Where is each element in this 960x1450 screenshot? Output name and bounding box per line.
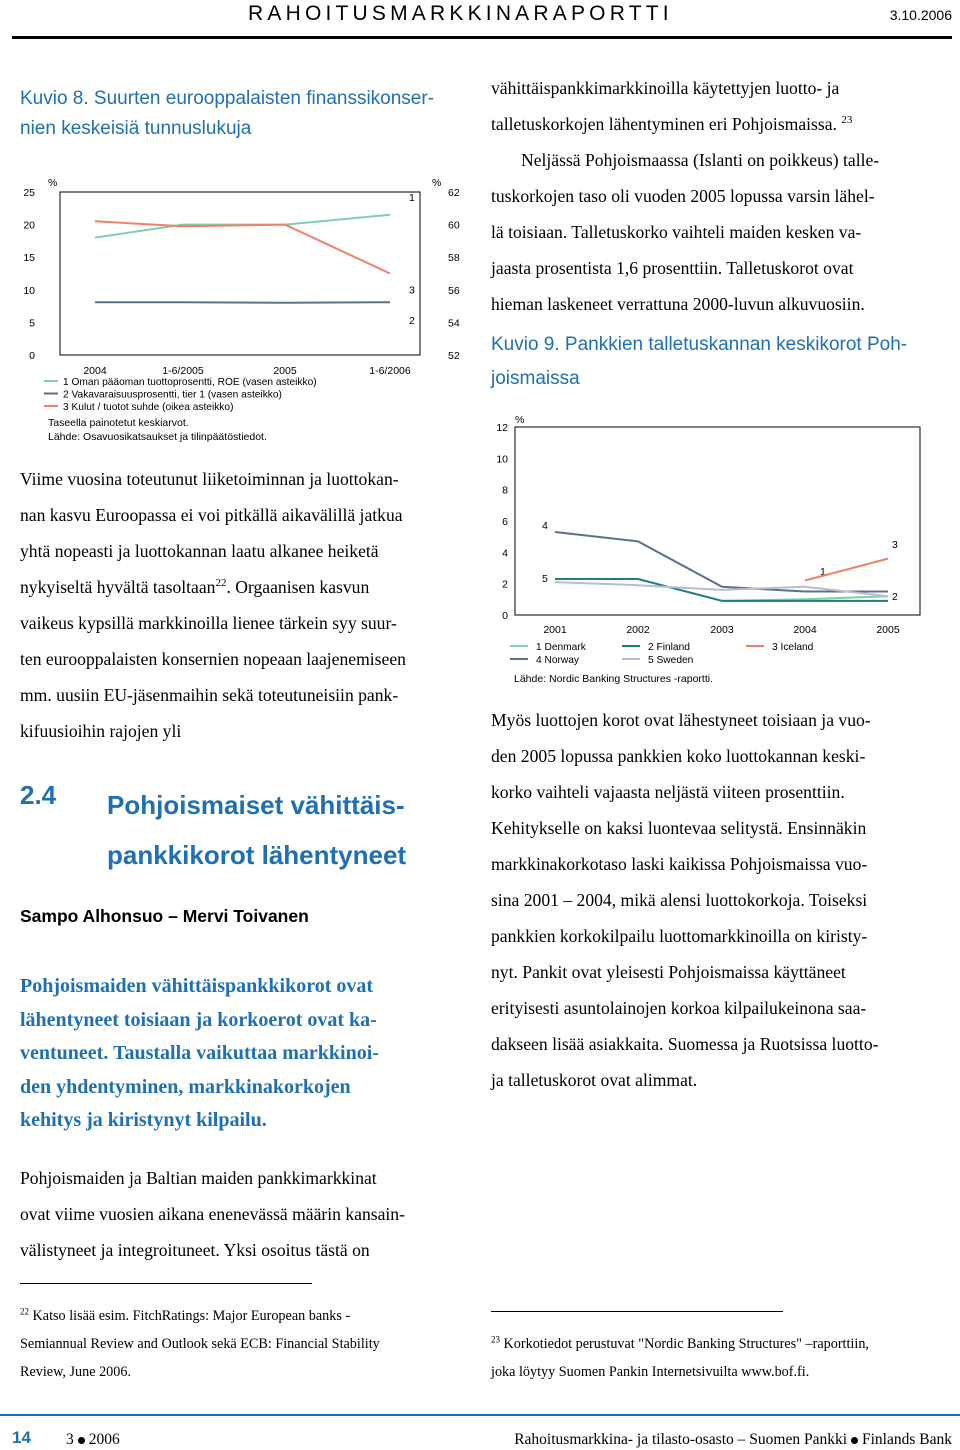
footnote-marker: 22 [20,1306,29,1317]
text-line [20,569,480,605]
x-axis-category: 1-6/2005 [162,365,204,377]
y-axis-tick: 2 [502,578,508,591]
section-number: 2.4 [20,780,57,810]
issue-info [66,1431,120,1449]
x-axis-category: 2002 [626,624,650,636]
y-axis-tick: 8 [502,484,508,497]
text-line: hieman laskeneet verrattuna 2000-luvun alkuvuosiin. [491,294,865,314]
publisher [514,1431,952,1449]
x-axis-category: 2003 [710,624,734,636]
text-line: ovat viime vuosien aikana enenevässä määrin kansain- [20,1204,405,1224]
right-paragraph-3 [491,702,951,1098]
series-marker-label: 3 [409,284,415,297]
footnote-marker: 23 [491,1334,500,1345]
footnote-rule [20,1283,312,1284]
legend-entry: 5 Sweden [648,655,694,666]
x-axis-category: 2001 [543,624,567,636]
footnote-text: Korkotiedot perustuvat "Nordic Banking Structures" –raporttiin, [500,1336,869,1352]
lead-line: kehitys ja kiristynyt kilpailu. [20,1109,267,1131]
figure-8-chart [0,165,480,455]
y-axis-tick: 12 [496,422,508,434]
lead-line: ventuneet. Taustalla vaikuttaa markkinoi- [20,1042,379,1064]
figure-9-source: Lähde: Nordic Banking Structures -raportti. [514,673,714,685]
left-axis-tick: 0 [29,350,35,362]
figure-8-title [20,84,470,144]
series-line [555,582,888,596]
right-axis-tick: 58 [448,252,460,265]
unit-label: % [515,414,525,426]
running-header-title: RAHOITUSMARKKINARAPORTTI [248,2,673,25]
y-axis-tick: 0 [502,610,508,622]
text-fragment: . Orgaanisen kasvun [226,577,370,597]
series-line [95,302,390,303]
footnote-ref-22[interactable]: 22 [215,577,227,590]
right-axis-tick: 54 [448,317,460,330]
footer-rule [0,1414,960,1416]
figure-8-source: Lähde: Osavuosikatsaukset ja tilinpäätöstiedot. [48,431,267,443]
page-number: 14 [12,1428,31,1447]
left-axis-tick: 5 [29,317,35,330]
footnote-line: joka löytyy Suomen Pankin Internetsivuilta www.bof.fi. [491,1364,810,1380]
issue-number: 3 [66,1431,74,1448]
plot-frame [515,427,920,615]
right-axis-tick: 52 [448,350,460,362]
text-line: den 2005 lopussa pankkien koko luottokannan keski- [491,746,866,766]
footnote-22 [20,1302,480,1386]
section-title-line: pankkikorot lähentyneet [107,840,407,870]
text-line: sina 2001 – 2004, mikä alensi luottokorkoja. Toiseksi [491,890,868,910]
legend-entry: 3 Iceland [772,642,814,653]
footnote-text: Katso lisää esim. FitchRatings: Major European banks - [29,1308,351,1324]
text-line: Neljässä Pohjoismaassa (Islanti on poikkeus) talle- [521,150,880,170]
text-line: vähittäispankkimarkkinoilla käytettyjen luotto- ja [491,78,840,98]
text-line: erityisesti asuntolainojen korkoa kilpailukeinona saa- [491,998,867,1018]
text-line: dakseen lisää asiakkaita. Suomessa ja Ruotsissa luotto- [491,1034,879,1054]
text-line: tuskorkojen taso oli vuoden 2005 lopussa varsin lähel- [491,186,875,206]
text-line: välistyneet ja integroituneet. Yksi osoitus tästä on [20,1240,370,1260]
text-line [491,106,951,142]
text-line: ten eurooppalaisten konsernien nopeaan laajenemiseen [20,649,406,669]
publisher-text-2: Finlands Bank [862,1431,952,1448]
lead-line: Pohjoismaiden vähittäispankkikorot ovat [20,975,374,997]
text-fragment: talletuskorkojen lähentyminen eri Pohjoismaissa. [491,114,837,134]
series-marker-label: 2 [409,315,415,328]
running-header-date: 3.10.2006 [889,7,952,23]
legend-entry: 2 Finland [648,642,690,653]
footnote-rule [491,1311,783,1312]
left-paragraph-2 [20,1160,480,1268]
series-marker-label: 2 [892,591,898,603]
text-line: Pohjoismaiden ja Baltian maiden pankkimarkkinat [20,1168,377,1188]
series-marker-label: 1 [409,191,415,204]
text-line: Viime vuosina toteutunut liiketoiminnan ja luottokan- [20,469,399,489]
left-axis-tick: 20 [23,219,35,232]
bullet-icon [851,1437,858,1444]
footnote-line [20,1302,480,1330]
left-axis-tick: 15 [23,252,35,265]
x-axis-category: 1-6/2006 [369,365,411,377]
left-axis-tick: 25 [23,187,35,199]
y-axis-tick: 10 [496,453,508,466]
text-line: lä toisiaan. Talletuskorko vaihteli maiden kesken va- [491,222,862,242]
footnote-23 [491,1330,956,1386]
bullet-icon [78,1437,85,1444]
text-line: vaikeus kypsillä markkinoilla lienee tärkein syy suur- [20,613,397,633]
x-axis-category: 2004 [793,624,817,636]
right-axis-tick: 62 [448,187,460,199]
text-line: nyt. Pankit ovat yleisesti Pohjoismaissa käyttäneet [491,962,846,982]
text-line: ja talletuskorot ovat alimmat. [491,1070,698,1090]
text-line: Kehitykselle on kaksi luontevaa selitystä. Ensinnäkin [491,818,867,838]
section-title [107,780,447,880]
header-rule [12,36,952,39]
text-line: nan kasvu Euroopassa ei voi pitkällä aikavälillä jatkua [20,505,403,525]
legend-entry: 2 Vakavaraisuusprosentti, tier 1 (vasen asteikko) [63,389,282,401]
legend-entry: 4 Norway [536,655,580,666]
section-title-line: Pohjoismaiset vähittäis- [107,790,405,820]
left-unit-label: % [48,177,58,189]
x-axis-category: 2005 [273,365,297,377]
footnote-line [491,1330,956,1358]
legend-entry: 3 Kulut / tuotot suhde (oikea asteikko) [63,402,234,413]
text-line: markkinakorkotaso laski kaikissa Pohjoismaissa vuo- [491,854,868,874]
text-line: kifuusioihin rajojen yli [20,721,182,741]
figure-8-note: Taseella painotetut keskiarvot. [48,417,189,429]
right-axis-tick: 56 [448,284,460,297]
figure-8-title-line: Kuvio 8. Suurten eurooppalaisten finanssikonser- [20,88,435,109]
lead-line: lähentyneet toisiaan ja korkoerot ovat ka- [20,1008,377,1031]
text-fragment: nykyiseltä hyvältä tasoltaan [20,577,216,597]
left-axis-tick: 10 [23,284,35,297]
series-marker-label: 1 [820,566,826,578]
text-line: yhtä nopeasti ja luottokannan laatu alkanee heiketä [20,541,379,561]
text-line: korko vaihteli vajaasta neljästä viiteen prosenttiin. [491,782,845,802]
left-paragraph-1 [20,461,480,749]
publisher-text: Rahoitusmarkkina- ja tilasto-osasto – Suomen Pankki [514,1431,847,1448]
legend-entry: 1 Denmark [536,642,586,653]
y-axis-tick: 4 [502,547,508,560]
right-paragraph-2 [491,142,951,322]
series-line [95,221,390,273]
figure-9-title-line: joismaissa [491,368,580,389]
x-axis-category: 2005 [876,624,900,636]
issue-year: 2006 [88,1431,120,1448]
series-line [805,559,888,581]
figure-9-title [491,328,951,396]
authors: Sampo Alhonsuo – Mervi Toivanen [20,906,309,926]
series-marker-label: 4 [542,520,548,532]
x-axis-category: 2004 [83,365,107,377]
text-line: mm. uusiin EU-jäsenmaihin sekä toteutuneisiin pank- [20,685,399,705]
footnote-ref-23[interactable]: 23 [841,114,853,127]
footnote-line: Review, June 2006. [20,1364,131,1380]
figure-9-chart [480,405,950,695]
series-marker-label: 3 [892,539,898,551]
figure-9-title-line: Kuvio 9. Pankkien talletuskannan keskikorot Poh- [491,334,908,355]
text-line: Myös luottojen korot ovat lähestyneet toisiaan ja vuo- [491,710,871,730]
right-paragraph-1 [491,70,951,142]
figure-8-title-line: nien keskeisiä tunnuslukuja [20,118,252,139]
lead-line: den yhdentyminen, markkinakorkojen [20,1075,351,1098]
footnote-line: Semiannual Review and Outlook sekä ECB: Financial Stability [20,1336,380,1352]
right-unit-label: % [432,177,442,189]
text-line: jaasta prosentista 1,6 prosenttiin. Talletuskorot ovat [491,258,854,278]
legend-entry: 1 Oman pääoman tuottoprosentti, ROE (vasen asteikko) [63,377,317,388]
series-line [555,532,888,592]
lead-paragraph [20,970,470,1138]
series-marker-label: 5 [542,573,548,585]
text-line: pankkien korkokilpailu luottomarkkinoilla on kiristy- [491,926,868,946]
right-axis-tick: 60 [448,219,460,232]
y-axis-tick: 6 [502,516,508,528]
